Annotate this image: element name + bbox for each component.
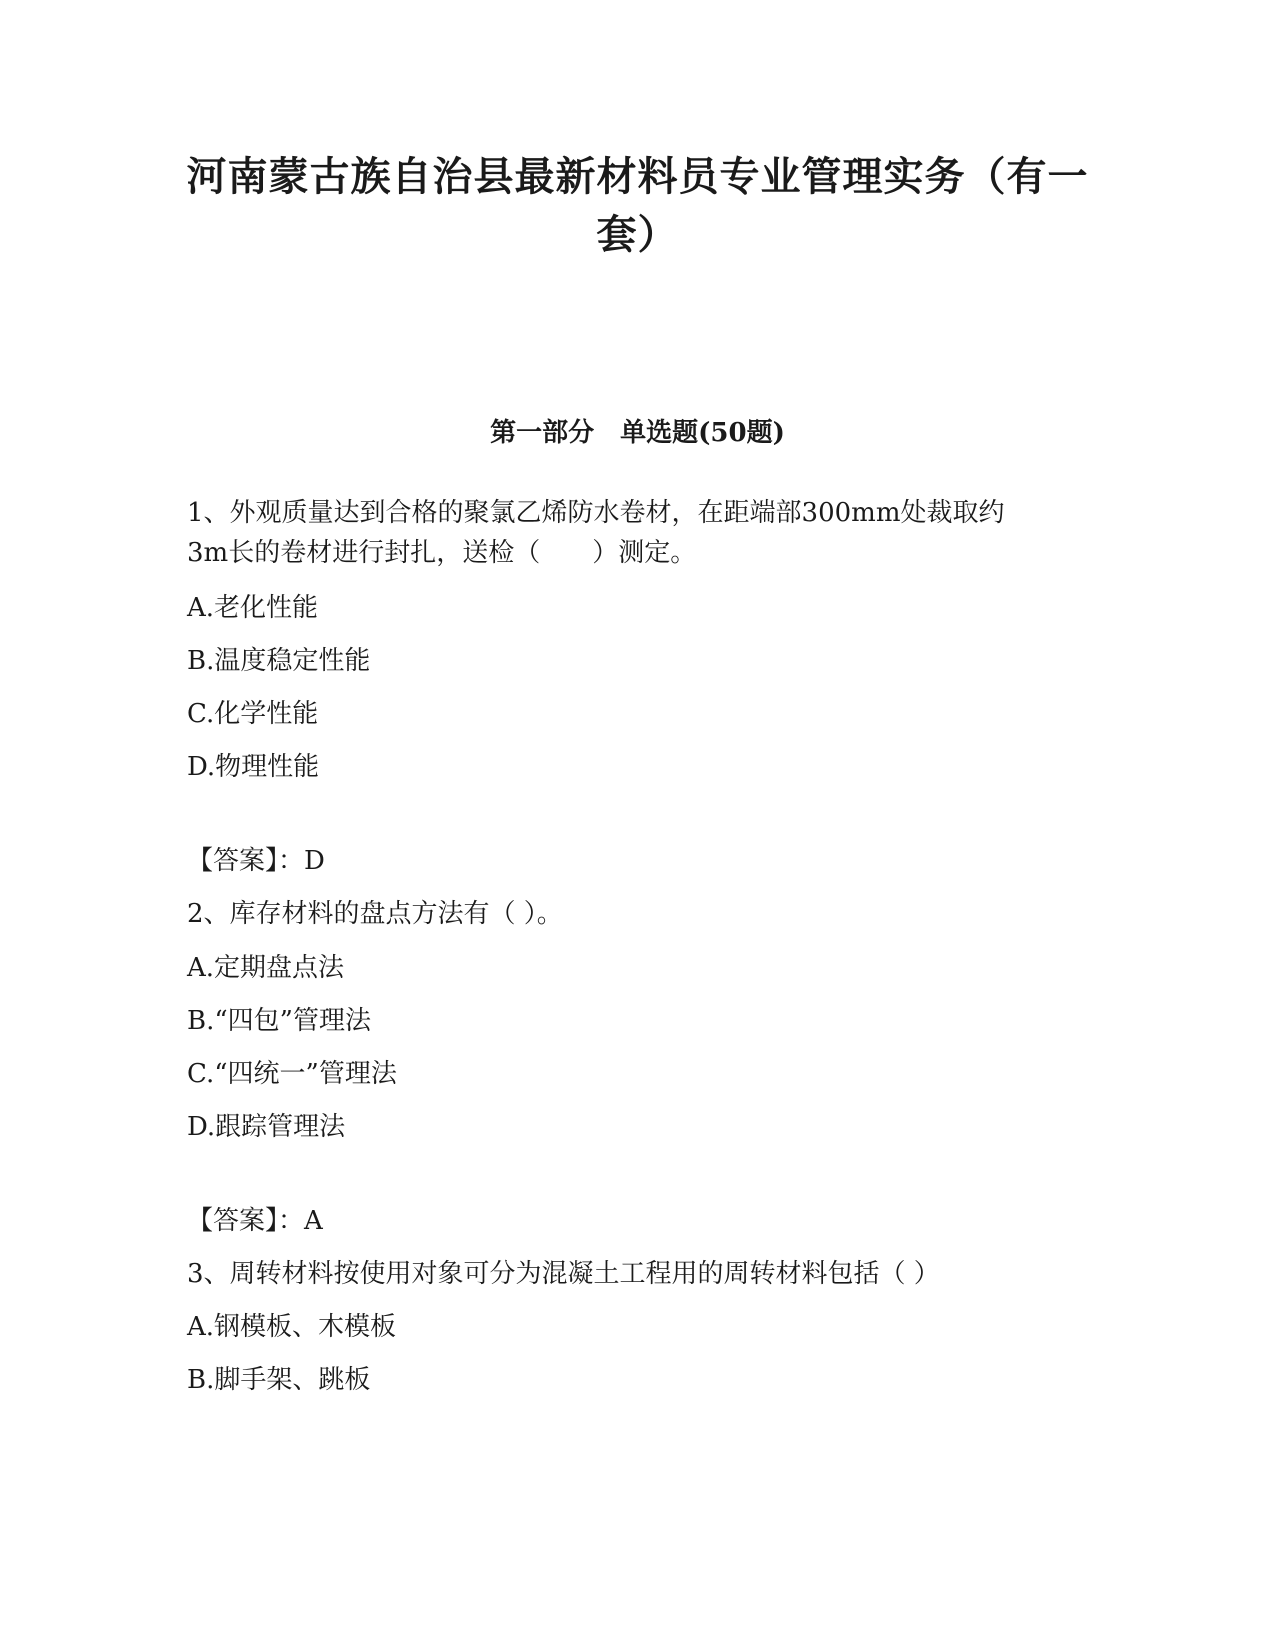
question-2-stem-line-1: 2、库存材料的盘点方法有（ ）。	[187, 899, 563, 929]
question-1-stem-line-1: 1、外观质量达到合格的聚氯乙烯防水卷材，在距端部300mm处裁取约	[187, 498, 1005, 528]
question-1-stem-line-2: 3m长的卷材进行封扎，送检（ ）测定。	[187, 538, 697, 568]
question-2-option-b: B.“四包”管理法	[187, 1006, 371, 1036]
question-3-stem-line-1: 3、周转材料按使用对象可分为混凝土工程用的周转材料包括（ ）	[187, 1259, 940, 1289]
question-2-option-c: C.“四统一”管理法	[187, 1059, 397, 1089]
question-1-option-d: D.物理性能	[187, 752, 320, 782]
question-2-option-d: D.跟踪管理法	[187, 1112, 346, 1142]
question-1-option-b: B.温度稳定性能	[187, 646, 371, 676]
question-2-answer: 【答案】：A	[187, 1206, 323, 1236]
question-3-option-b: B.脚手架、跳板	[187, 1365, 371, 1395]
document-title: 河南蒙古族自治县最新材料员专业管理实务（有一套）	[186, 153, 1089, 258]
question-2-option-a: A.定期盘点法	[187, 953, 345, 983]
section-heading: 第一部分 单选题(50题)	[490, 418, 785, 448]
question-1-answer: 【答案】：D	[187, 846, 325, 876]
question-3-option-a: A.钢模板、木模板	[187, 1312, 397, 1342]
question-1-option-c: C.化学性能	[187, 699, 319, 729]
question-1-option-a: A.老化性能	[187, 593, 319, 623]
